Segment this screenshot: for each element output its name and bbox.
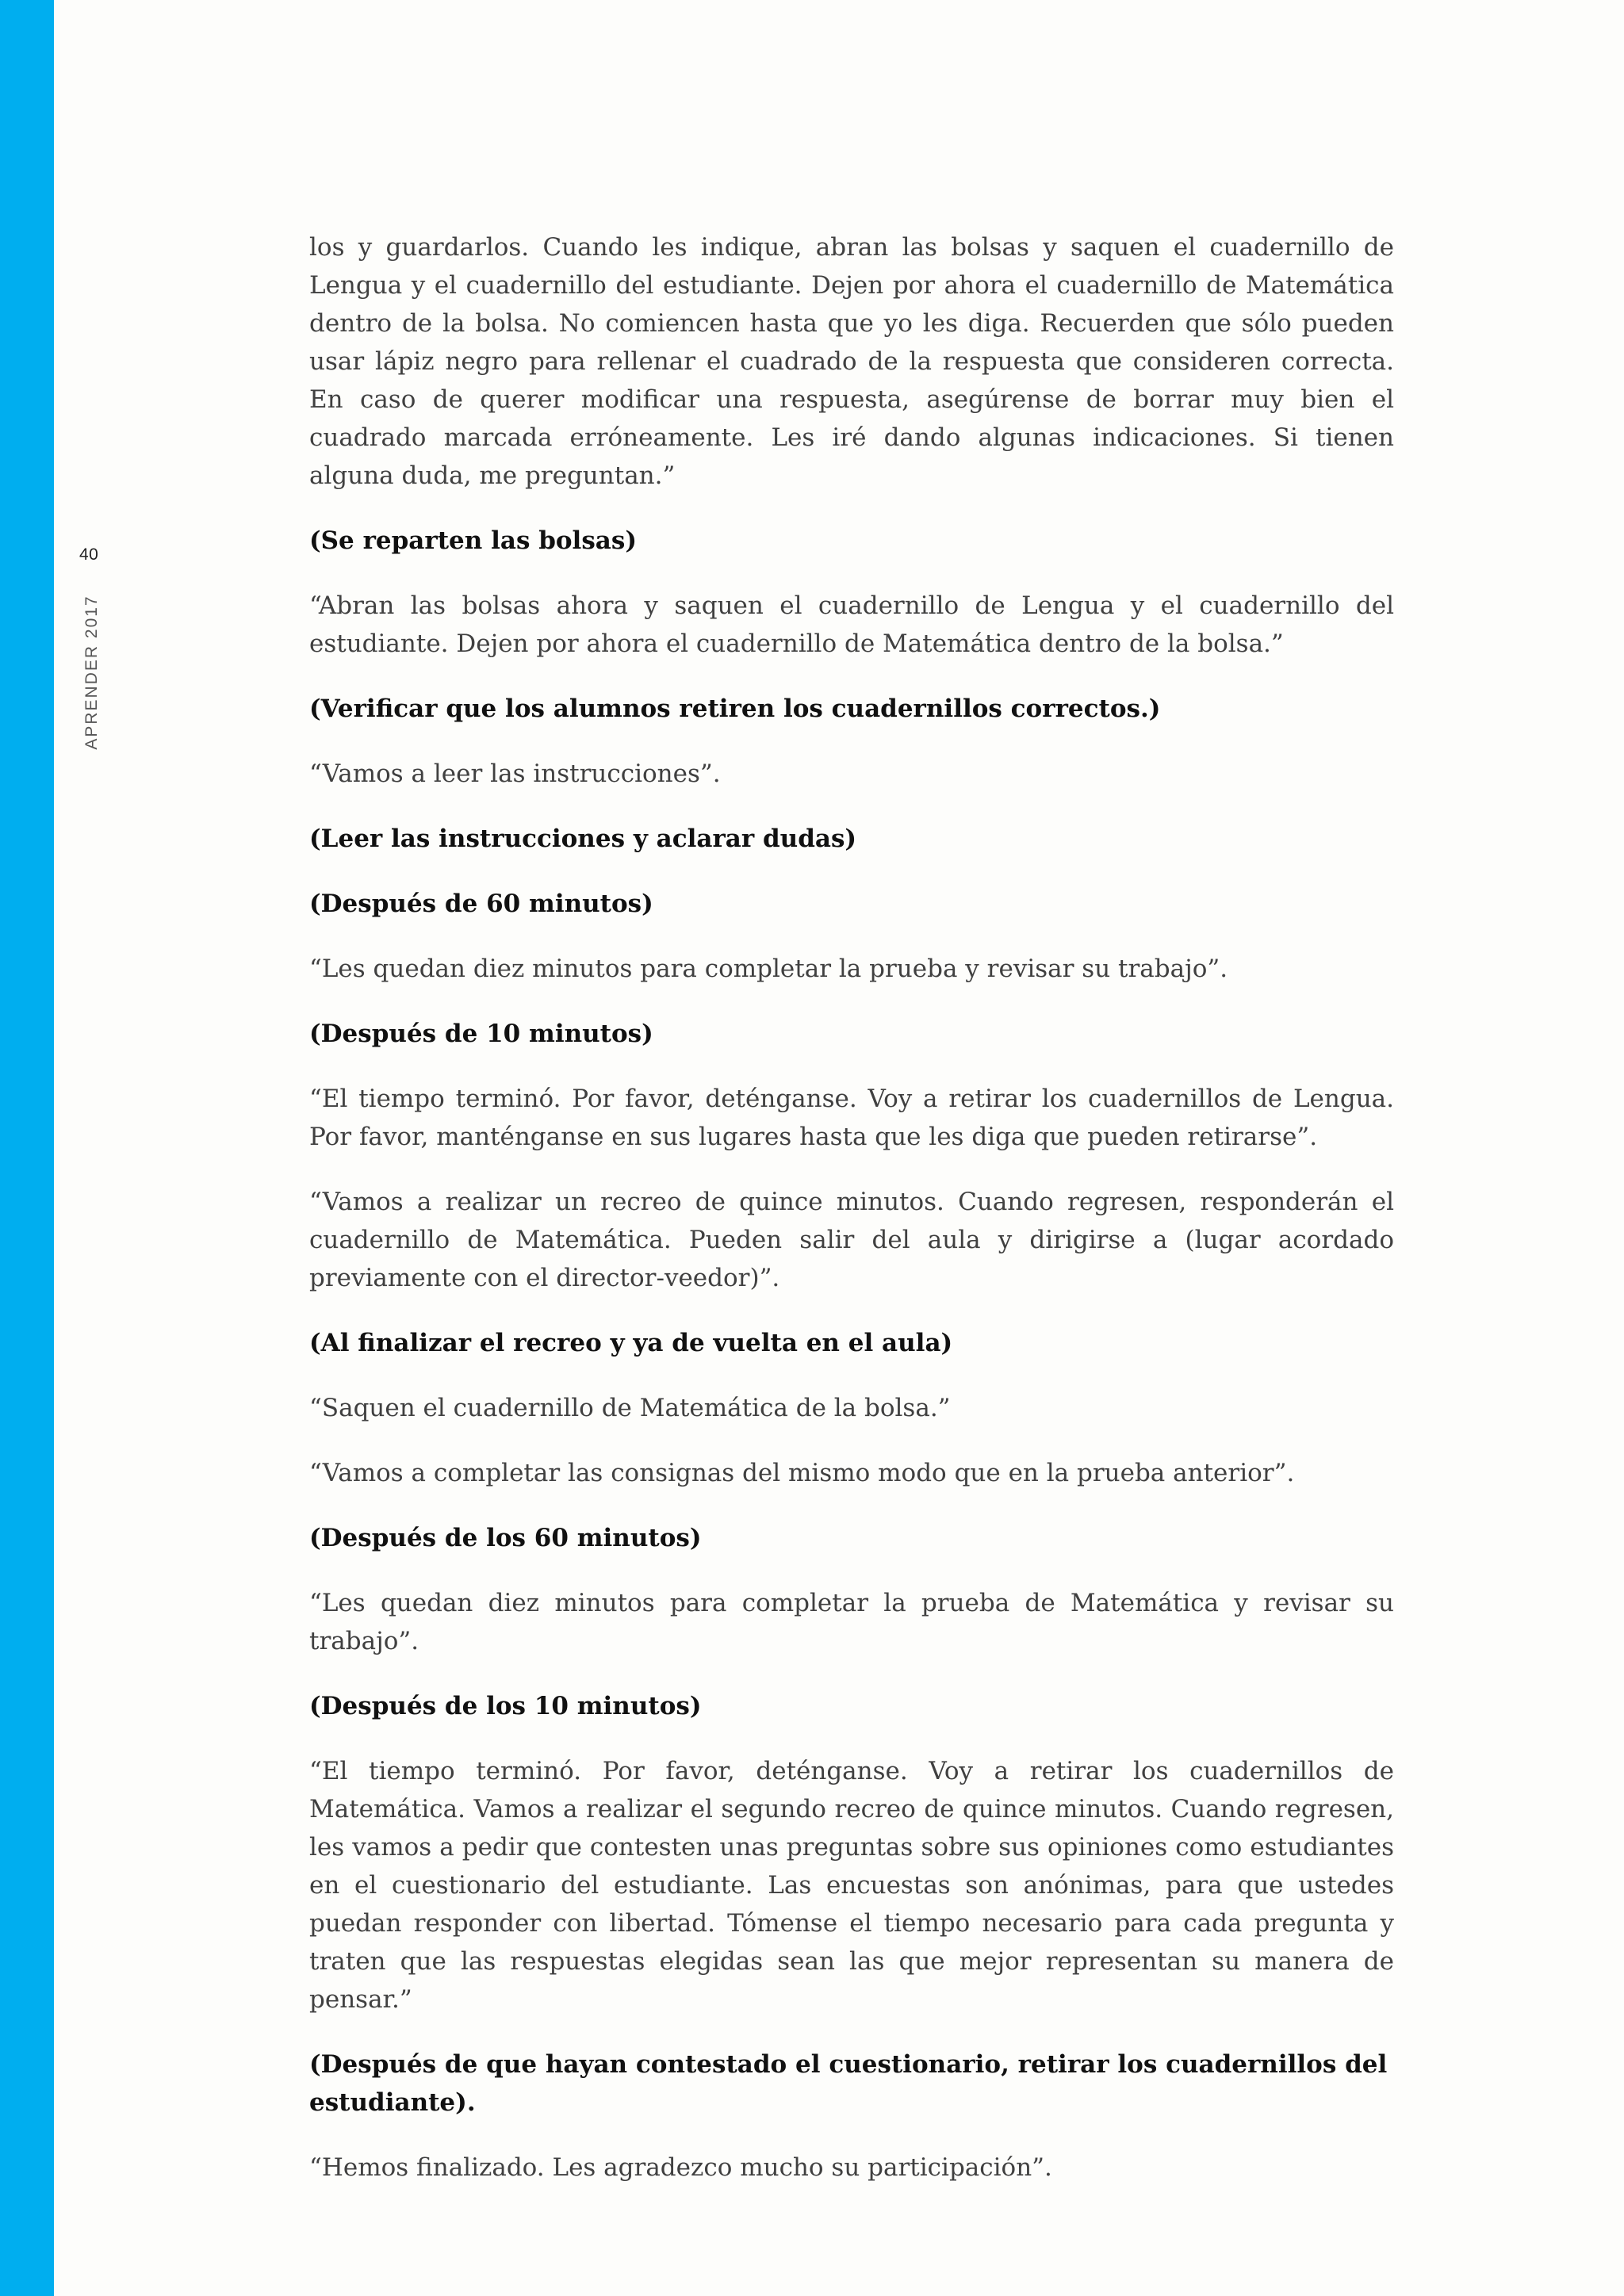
side-accent-bar — [0, 0, 54, 2296]
stage-direction: (Después de 60 minutos) — [309, 890, 653, 918]
paragraph: “Vamos a realizar un recreo de quince minutos. Cuando regresen, responderán el cuadernillo de Matemática. Pueden salir del aula y dirigirse a (lugar acordado previamente con el director-veedor)”. — [309, 1188, 1394, 1292]
page-number: 40 — [79, 545, 99, 564]
paragraph: “Vamos a leer las instrucciones”. — [309, 760, 721, 788]
stage-direction: (Después de los 60 minutos) — [309, 1524, 702, 1552]
paragraph: “Abran las bolsas ahora y saquen el cuadernillo de Lengua y el cuadernillo del estudiante. Dejen por ahora el cuadernillo de Matemática dentro de la bolsa.” — [309, 591, 1394, 658]
paragraph: “Hemos finalizado. Les agradezco mucho su participación”. — [309, 2153, 1052, 2182]
paragraph: “El tiempo terminó. Por favor, deténganse. Voy a retirar los cuadernillos de Lengua. Por favor, manténganse en sus lugares hasta que les diga que pueden retirarse”. — [309, 1085, 1394, 1151]
paragraph: “Les quedan diez minutos para completar la prueba de Matemática y revisar su trabajo”. — [309, 1589, 1394, 1655]
stage-direction: (Después de los 10 minutos) — [309, 1692, 702, 1720]
running-head: APRENDER 2017 — [82, 595, 101, 750]
paragraph: “El tiempo terminó. Por favor, deténganse. Voy a retirar los cuadernillos de Matemática. Vamos a realizar el segundo recreo de quince minutos. Cuando regresen, les vamos a pedir que contesten unas preguntas sobre sus opiniones como estudiantes en el cuestionario del estudiante. Las encuestas son anónimas, para que ustedes puedan responder con libertad. Tómense el tiempo necesario para cada pregunta y traten que las respuestas elegidas sean las que mejor representan su manera de pensar.” — [309, 1757, 1394, 2014]
stage-direction: (Verificar que los alumnos retiren los cuadernillos correctos.) — [309, 695, 1161, 723]
stage-direction: (Se reparten las bolsas) — [309, 526, 637, 555]
paragraph: “Vamos a completar las consignas del mismo modo que en la prueba anterior”. — [309, 1459, 1295, 1487]
paragraph: “Les quedan diez minutos para completar la prueba y revisar su trabajo”. — [309, 955, 1228, 983]
stage-direction: (Leer las instrucciones y aclarar dudas) — [309, 825, 857, 853]
body-text — [309, 228, 1394, 2214]
stage-direction: (Después de 10 minutos) — [309, 1020, 653, 1048]
paragraph: los y guardarlos. Cuando les indique, abran las bolsas y saquen el cuadernillo de Lengua y el cuadernillo del estudiante. Dejen por ahora el cuadernillo de Matemática dentro de la bolsa. No comiencen hasta que yo les diga. Recuerden que sólo pueden usar lápiz negro para rellenar el cuadrado de la respuesta que consideren correcta. En caso de querer modificar una respuesta, asegúrense de borrar muy bien el cuadrado marcada erróneamente. Les iré dando algunas indicaciones. Si tienen alguna duda, me preguntan.” — [309, 233, 1394, 490]
paragraph: “Saquen el cuadernillo de Matemática de la bolsa.” — [309, 1394, 951, 1422]
stage-direction: (Después de que hayan contestado el cuestionario, retirar los cuadernillos del estudiante). — [309, 2050, 1388, 2117]
stage-direction: (Al finalizar el recreo y ya de vuelta en el aula) — [309, 1329, 953, 1357]
